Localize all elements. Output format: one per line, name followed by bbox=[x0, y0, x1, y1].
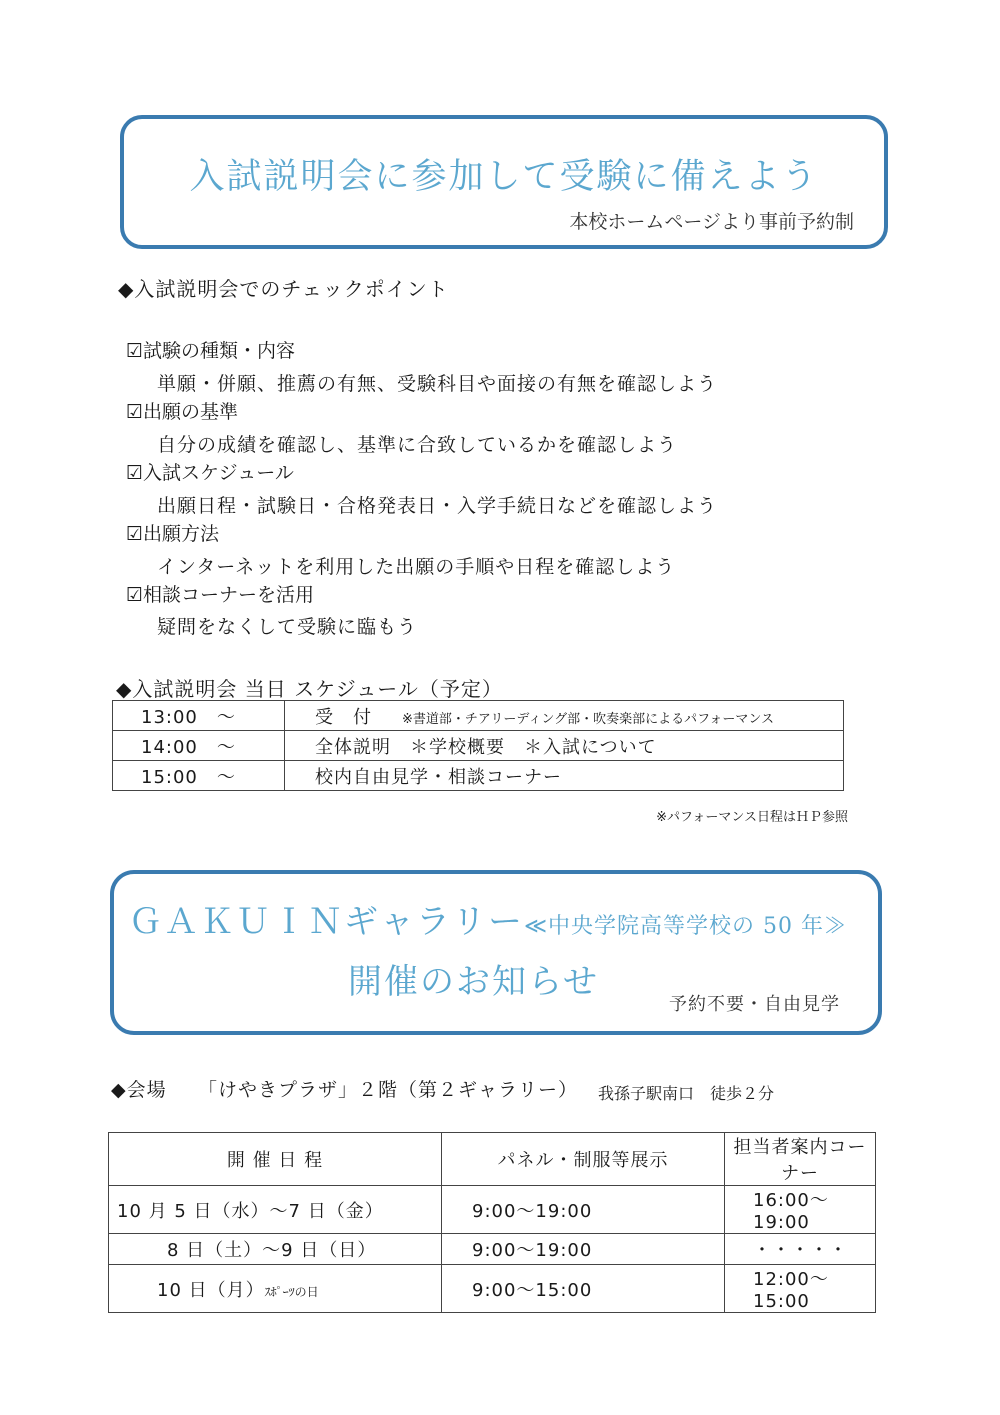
guide-cell: 16:00～19:00 bbox=[725, 1186, 876, 1234]
schedule-time: 13:00 ～ bbox=[113, 701, 285, 731]
schedule-note: ※書道部・チアリーディング部・吹奏楽部によるパフォーマンス bbox=[402, 711, 775, 727]
header-box bbox=[120, 115, 888, 249]
schedule-time: 15:00 ～ bbox=[113, 761, 285, 791]
page-subtitle: 本校ホームページより事前予約制 bbox=[569, 211, 854, 233]
venue-name: 「けやきプラザ」２階（第２ギャラリー） bbox=[198, 1079, 579, 1101]
schedule-desc-cell bbox=[285, 701, 844, 731]
guide-cell: 12:00～15:00 bbox=[725, 1265, 876, 1313]
gallery-note: 予約不要・自由見学 bbox=[669, 994, 840, 1015]
date-cell: 8 日（土）～9 日（日） bbox=[109, 1234, 442, 1265]
page-title: 入試説明会に参加して受験に備えよう bbox=[189, 157, 819, 197]
checkpoint-title: ☑出願方法 bbox=[126, 523, 220, 545]
date-cell bbox=[109, 1265, 442, 1313]
date-note: ｽﾎﾟｰﾂの日 bbox=[264, 1284, 319, 1299]
table-row bbox=[109, 1186, 876, 1234]
checkpoint-desc: 単願・併願、推薦の有無、受験科目や面接の有無を確認しよう bbox=[157, 373, 718, 395]
schedule-footnote: ※パフォーマンス日程はＨＰ参照 bbox=[656, 810, 848, 825]
gallery-table bbox=[108, 1132, 876, 1313]
panel-cell: 9:00～19:00 bbox=[442, 1186, 725, 1234]
gallery-title-notice: 開催のお知らせ bbox=[348, 962, 599, 1002]
venue-access: 我孫子駅南口 徒歩２分 bbox=[598, 1084, 775, 1103]
table-row bbox=[113, 761, 844, 791]
column-header: パネル・制服等展示 bbox=[442, 1133, 725, 1186]
date-text: 10 日（月） bbox=[157, 1279, 265, 1301]
schedule-table bbox=[112, 700, 844, 791]
gallery-title-sub: ≪中央学院高等学校の 50 年≫ bbox=[524, 914, 848, 939]
guide-cell: ・・・・・ bbox=[725, 1234, 876, 1265]
schedule-heading: ◆入試説明会 当日 スケジュール（予定） bbox=[116, 677, 503, 701]
schedule-desc: 校内自由見学・相談コーナー bbox=[285, 761, 844, 791]
checkpoint-title: ☑出願の基準 bbox=[126, 401, 239, 423]
schedule-desc: 全体説明 ＊学校概要 ＊入試について bbox=[285, 731, 844, 761]
gallery-box bbox=[110, 870, 882, 1035]
column-header: 担当者案内コーナー bbox=[725, 1133, 876, 1186]
checkpoint-title: ☑試験の種類・内容 bbox=[126, 340, 296, 362]
checkpoints-heading: ◆入試説明会でのチェックポイント bbox=[118, 277, 449, 301]
venue-label: ◆会場 bbox=[111, 1079, 167, 1101]
panel-cell: 9:00～15:00 bbox=[442, 1265, 725, 1313]
table-row bbox=[109, 1234, 876, 1265]
table-row bbox=[113, 701, 844, 731]
checkpoint-desc: 出願日程・試験日・合格発表日・入学手続日などを確認しよう bbox=[157, 495, 718, 517]
checkpoint-title: ☑入試スケジュール bbox=[126, 462, 294, 484]
checkpoint-title: ☑相談コーナーを活用 bbox=[126, 584, 315, 606]
checkpoint-desc: インターネットを利用した出願の手順や日程を確認しよう bbox=[157, 556, 676, 578]
table-header-row bbox=[109, 1133, 876, 1186]
column-header: 開 催 日 程 bbox=[109, 1133, 442, 1186]
checkpoint-desc: 自分の成績を確認し、基準に合致しているかを確認しよう bbox=[157, 434, 678, 456]
schedule-desc: 受 付 bbox=[315, 706, 372, 728]
table-row bbox=[109, 1265, 876, 1313]
panel-cell: 9:00～19:00 bbox=[442, 1234, 725, 1265]
schedule-time: 14:00 ～ bbox=[113, 731, 285, 761]
checkpoint-desc: 疑問をなくして受験に臨もう bbox=[157, 616, 418, 638]
gallery-title-main: ＧＡＫＵＩＮギャラリー bbox=[128, 902, 524, 942]
date-cell: 10 月 5 日（水）～7 日（金） bbox=[109, 1186, 442, 1234]
gallery-title bbox=[128, 894, 847, 943]
table-row bbox=[113, 731, 844, 761]
